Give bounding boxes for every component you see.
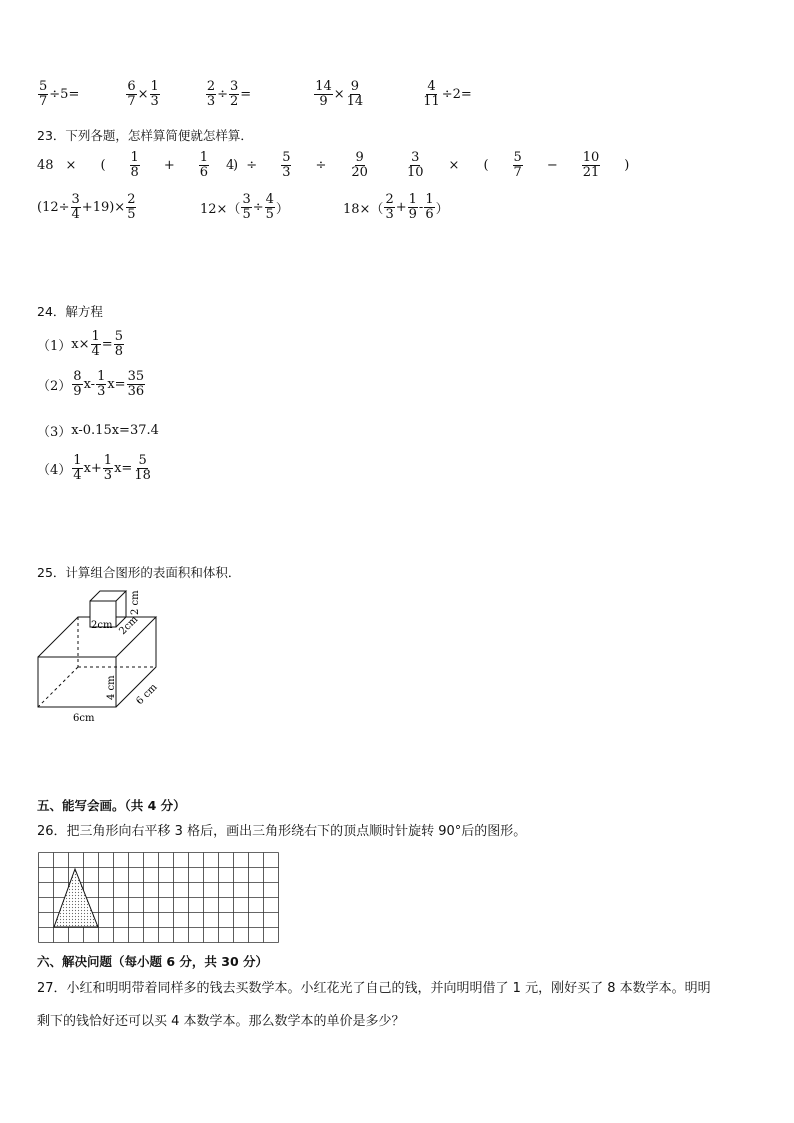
q24-eq-4: （4） $\frac{1}{4}$ x+ $\frac{1}{3}$ x= $\frac{5}{18}$: [37, 453, 151, 483]
expr-4: $\frac{14}{9}$ × $\frac{9}{14}$: [315, 79, 364, 109]
q25-title: 25．计算组合图形的表面积和体积．: [37, 565, 241, 580]
q24-eq-2: （2） $\frac{8}{9}$ x- $\frac{1}{3}$ x= $\frac{35}{36}$: [37, 369, 145, 399]
small-width-label: 2cm: [91, 620, 113, 631]
big-box-front: [38, 657, 116, 707]
expr-5: $\frac{4}{11}$ ÷2=: [423, 79, 472, 109]
small-height-label: 2 cm: [130, 590, 141, 615]
q23-expr-f: 18×（ $\frac{2}{3}$ + $\frac{1}{9}$ - $\frac{1}{6}$ ）: [343, 192, 449, 222]
expr-2: $\frac{6}{7}$ × $\frac{1}{3}$: [127, 79, 159, 109]
expr-3: $\frac{2}{3}$ ÷ $\frac{3}{2}$ =: [206, 79, 252, 109]
section-5-title: 五、能写会画。（共 4 分）: [37, 798, 186, 813]
composite-solid-figure: [30, 585, 180, 730]
q24-title: 24．解方程: [37, 304, 103, 319]
small-cube-top: [90, 591, 126, 601]
q23-expr-b: 4 ÷ $\frac{5}{3}$ ÷ $\frac{9}{20}$: [226, 150, 368, 180]
q26-title: 26．把三角形向右平移 3 格后，画出三角形绕右下的顶点顺时针旋转 90°后的图形。: [37, 824, 527, 839]
big-width-label: 6cm: [73, 713, 95, 724]
big-height-label: 4 cm: [106, 675, 117, 700]
q23-expr-c: $\frac{3}{10}$ × ( $\frac{5}{7}$ − $\frac{10}{21}$ ): [407, 150, 630, 180]
q23-expr-d: (12÷ $\frac{3}{4}$ +19)× $\frac{2}{5}$: [37, 192, 136, 222]
expr-row: [37, 80, 472, 108]
q27-line-1: 27．小红和明明带着同样多的钱去买数学本。小红花光了自己的钱，并向明明借了 1 元，刚好买了 8 本数学本。明明: [37, 981, 711, 996]
small-depth-label: 2cm: [117, 614, 141, 638]
q23-expr-a: 48 × ( $\frac{1}{8}$ + $\frac{1}{6}$ ): [37, 150, 239, 180]
q23-title: 23．下列各题，怎样算简便就怎样算．: [37, 128, 253, 143]
q23-expr-e: 12×（ $\frac{3}{5}$ ÷ $\frac{4}{5}$ ）: [200, 192, 289, 222]
q24-eq-1: （1） x× $\frac{1}{4}$ = $\frac{5}{8}$: [37, 329, 123, 359]
drawing-grid[interactable]: [38, 852, 280, 944]
q24-eq-3: （3） x-0.15x=37.4: [37, 423, 159, 440]
big-depth-label: 6 cm: [134, 681, 160, 708]
section-6-title: 六、解决问题（每小题 6 分，共 30 分）: [37, 954, 269, 969]
shaded-triangle: [54, 869, 98, 927]
q27-line-2: 剩下的钱恰好还可以买 4 本数学本。那么数学本的单价是多少？: [37, 1014, 405, 1029]
expr-1: $\frac{5}{7}$ ÷5=: [39, 79, 80, 109]
